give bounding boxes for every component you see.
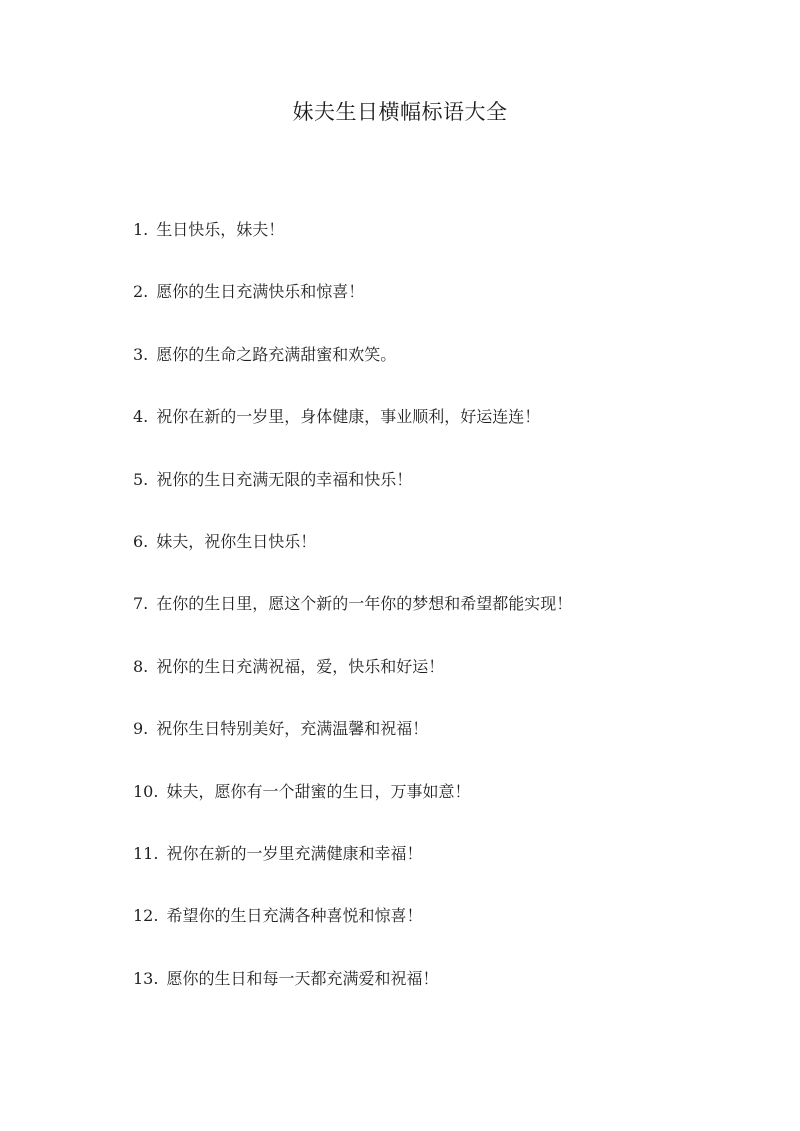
item-text: 生日快乐，妹夫！ — [156, 220, 285, 239]
item-number: 2. — [133, 282, 149, 302]
slogan-list — [133, 216, 572, 1027]
item-number: 11. — [133, 843, 159, 863]
item-number: 1. — [133, 220, 149, 239]
list-item — [133, 341, 572, 403]
item-number: 6. — [133, 531, 149, 551]
page-title: 妹夫生日横幅标语大全 — [292, 100, 508, 124]
list-item — [133, 840, 572, 902]
item-text: 妹夫，祝你生日快乐！ — [156, 531, 317, 551]
item-text: 祝你的生日充满祝福，爱，快乐和好运！ — [156, 656, 445, 676]
item-text: 祝你在新的一岁里，身体健康，事业顺利，好运连连！ — [156, 407, 541, 427]
item-text: 祝你生日特别美好，充满温馨和祝福！ — [156, 719, 429, 739]
item-number: 12. — [133, 906, 159, 926]
item-number: 5. — [133, 469, 149, 489]
item-number: 13. — [133, 968, 159, 988]
item-text: 妹夫，愿你有一个甜蜜的生日，万事如意！ — [166, 781, 471, 801]
list-item — [133, 653, 572, 715]
list-item — [133, 216, 572, 278]
list-item — [133, 778, 572, 840]
list-item — [133, 528, 572, 590]
item-text: 愿你的生命之路充满甜蜜和欢笑。 — [156, 344, 397, 364]
list-item — [133, 403, 572, 465]
list-item — [133, 278, 572, 340]
item-text: 祝你在新的一岁里充满健康和幸福！ — [166, 843, 423, 863]
list-item — [133, 590, 572, 652]
item-number: 9. — [133, 719, 149, 739]
list-item — [133, 715, 572, 777]
item-text: 希望你的生日充满各种喜悦和惊喜！ — [166, 906, 423, 926]
item-text: 在你的生日里，愿这个新的一年你的梦想和希望都能实现！ — [156, 594, 573, 614]
item-number: 7. — [133, 594, 149, 614]
item-text: 祝你的生日充满无限的幸福和快乐！ — [156, 469, 413, 489]
item-text: 愿你的生日和每一天都充满爱和祝福！ — [166, 968, 439, 988]
item-number: 4. — [133, 407, 149, 427]
item-number: 3. — [133, 344, 149, 364]
item-number: 10. — [133, 781, 159, 801]
list-item — [133, 902, 572, 964]
item-number: 8. — [133, 656, 149, 676]
list-item — [133, 965, 572, 1027]
list-item — [133, 466, 572, 528]
item-text: 愿你的生日充满快乐和惊喜！ — [156, 282, 365, 302]
